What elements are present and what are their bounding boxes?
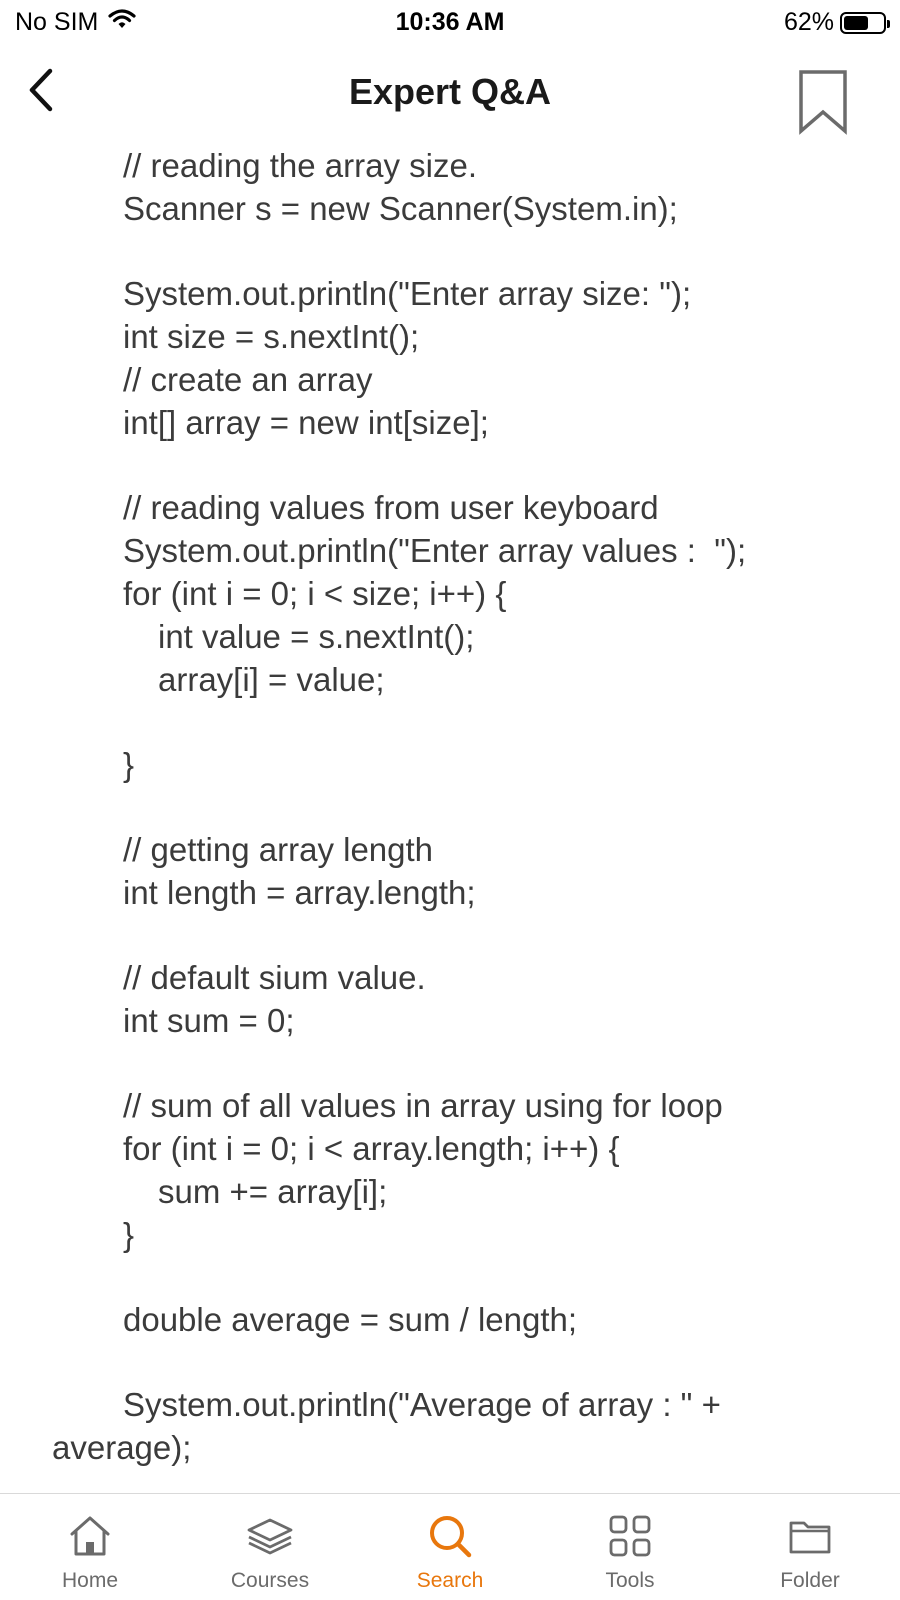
code-line: int length = array.length; [123,874,476,911]
search-icon [426,1512,474,1560]
tab-label: Home [61,1569,119,1592]
code-line: for (int i = 0; i < array.length; i++) { [123,1130,620,1167]
code-line: int sum = 0; [123,1002,295,1039]
battery-icon [840,12,886,34]
code-line: System.out.println("Average of array : " + [123,1386,721,1423]
nav-bar [0,55,900,145]
code-line: // getting array length [123,831,434,868]
code-line: Scanner s = new Scanner(System.in); [123,190,678,227]
code-line: for (int i = 0; i < size; i++) { [123,575,507,612]
battery-cap [887,20,890,28]
code-line: // sum of all values in array using for loop [123,1087,723,1124]
code-line: System.out.println("Enter array values : "); [123,532,747,569]
layers-icon [246,1512,294,1560]
code-line: System.out.println("Enter array size: "); [123,275,692,312]
code-line: array[i] = value; [158,661,385,698]
tab-label: Search [416,1569,484,1592]
tab-courses[interactable] [180,1494,360,1600]
answer-content [0,145,900,1493]
tab-bar [0,1493,900,1600]
tab-label: Folder [780,1569,840,1592]
tab-label: Tools [605,1569,655,1592]
code-line: // create an array [123,361,373,398]
clock: 10:36 AM [395,8,505,36]
code-line: int size = s.nextInt(); [123,318,420,355]
code-line: // reading values from user keyboard [123,489,659,526]
code-line: int value = s.nextInt(); [158,618,475,655]
tab-label: Courses [230,1569,310,1592]
bookmark-icon [798,69,848,135]
code-line: // default sium value. [123,959,426,996]
code-line: int[] array = new int[size]; [123,404,489,441]
tab-tools[interactable] [540,1494,720,1600]
carrier-label: No SIM [15,8,99,36]
code-line: sum += array[i]; [158,1173,388,1210]
code-line: } [123,746,135,783]
home-icon [66,1512,114,1560]
code-line: // reading the array size. [123,147,478,184]
page-title: Expert Q&A [348,71,552,112]
battery-percent: 62% [783,8,834,36]
status-right [784,8,886,37]
tab-home[interactable] [0,1494,180,1600]
status-bar [0,0,900,46]
battery-level [844,16,868,30]
tab-folder[interactable] [720,1494,900,1600]
folder-icon [786,1512,834,1560]
grid-icon [606,1512,654,1560]
bookmark-button[interactable] [798,69,848,135]
tab-search[interactable] [360,1494,540,1600]
code-line: double average = sum / length; [123,1301,578,1338]
code-line: average); [52,1429,192,1466]
code-line: } [123,1216,135,1253]
